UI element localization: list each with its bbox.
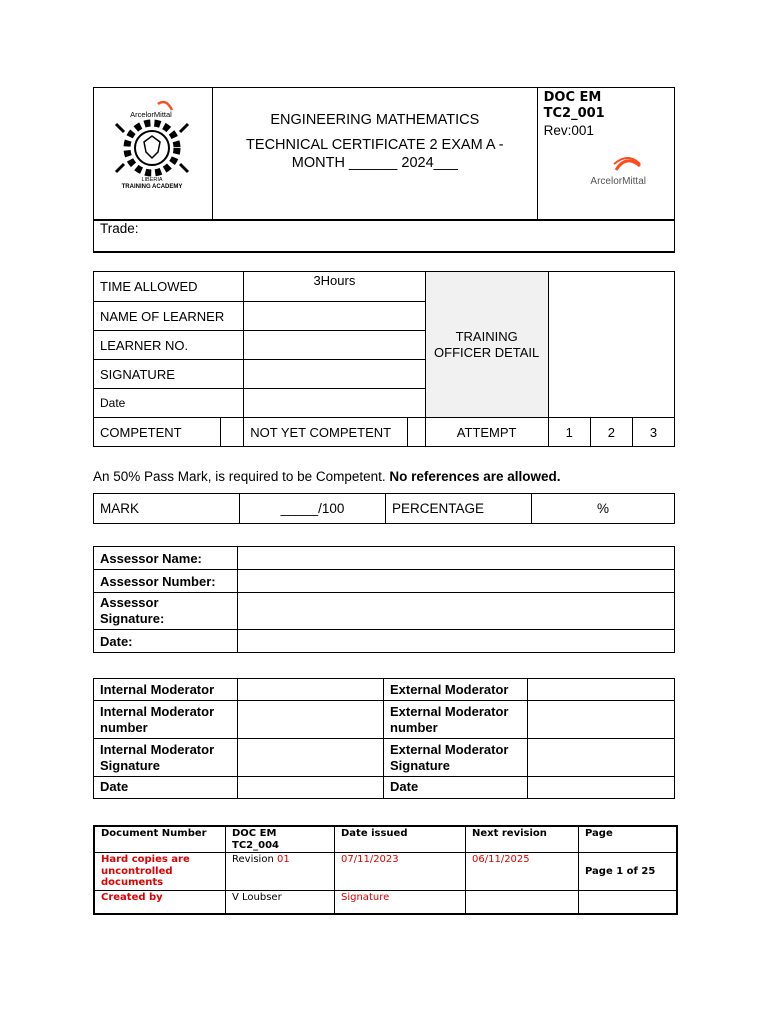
assessor-number-label: Assessor Number: [94,570,238,593]
mark-table [93,493,675,524]
assessor-signature-label-2: Signature: [100,611,165,626]
internal-number-line-2: number [100,719,148,735]
hard-copies-note: Hard copies are uncontrolled documents [94,853,226,891]
doc-signature-label: Signature [335,890,466,914]
no-references-note: No references are allowed. [389,469,561,484]
internal-moderator-label: Internal Moderator [94,679,238,701]
page-value: Page 1 of 25 [579,853,678,891]
assessor-signature-input[interactable] [238,593,675,630]
doc-revision: Rev:001 [543,122,594,138]
doc-signature-field[interactable] [466,890,579,914]
learner-name-label: NAME OF LEARNER [94,302,244,331]
assessor-signature-label-1: Assessor [100,595,159,611]
doc-number-value [226,826,335,853]
mark-value[interactable]: _____/100 [240,494,386,524]
arcelormittal-logo [544,144,654,194]
doc-code-line-1: DOC EM [543,90,602,105]
created-by-label: Created by [94,890,226,914]
assessor-date-label: Date: [94,630,238,653]
training-officer-label: TRAINING OFFICER DETAIL [425,272,548,418]
internal-number-line-1: Internal Moderator [100,703,215,719]
assessor-name-label: Assessor Name: [94,547,238,570]
percentage-label: PERCENTAGE [386,494,532,524]
document-control-table [93,825,678,915]
external-moderator-label: External Moderator [384,679,528,701]
pass-note-text: An 50% Pass Mark, is required to be Competent. [93,469,390,484]
assessor-table [93,546,675,653]
internal-moderator-date-input[interactable] [238,777,384,799]
not-yet-competent-label: NOT YET COMPETENT [244,418,408,447]
moderators-table [93,678,675,799]
date-issued-value: 07/11/2023 [335,853,466,891]
time-allowed-label: TIME ALLOWED [94,272,244,302]
internal-moderator-signature-input[interactable] [238,739,384,777]
doc-number-line-1: DOC EM [232,828,277,839]
attempt-2[interactable]: 2 [590,418,632,447]
internal-moderator-number-label [94,701,238,739]
learner-name-input[interactable] [244,302,425,331]
doc-id-cell [537,88,674,221]
trade-label: Trade: [100,221,139,236]
svg-text:TRAINING ACADEMY: TRAINING ACADEMY [121,184,183,190]
external-moderator-input[interactable] [528,679,675,701]
assessor-name-input[interactable] [238,547,675,570]
document-header [93,87,675,253]
doc-number-line-2: TC2_004 [232,839,279,851]
doc-number-label: Document Number [94,826,226,853]
svg-text:ArcelorMittal: ArcelorMittal [130,110,172,119]
external-moderator-date-label: Date [384,777,528,799]
external-number-line-1: External Moderator [390,703,509,719]
mark-label: MARK [94,494,240,524]
svg-text:LIBERIA: LIBERIA [141,177,163,183]
training-academy-logo [94,88,210,214]
internal-moderator-input[interactable] [238,679,384,701]
svg-text:ArcelorMittal: ArcelorMittal [590,175,646,187]
pass-mark-note [93,469,560,484]
attempt-3[interactable]: 3 [632,418,674,447]
internal-moderator-date-label: Date [94,777,238,799]
date-issued-label: Date issued [335,826,466,853]
not-yet-competent-checkbox[interactable] [407,418,425,447]
training-officer-detail-field[interactable] [548,272,674,418]
revision-value: 01 [276,854,290,865]
attempt-label: ATTEMPT [425,418,548,447]
exam-title [213,88,538,221]
percentage-value[interactable]: % [532,494,675,524]
competent-checkbox[interactable] [221,418,244,447]
attempt-1[interactable]: 1 [548,418,590,447]
external-moderator-signature-input[interactable] [528,739,675,777]
assessor-date-input[interactable] [238,630,675,653]
assessor-number-input[interactable] [238,570,675,593]
external-moderator-number-input[interactable] [528,701,675,739]
academy-logo-cell [94,88,213,221]
page-label: Page [579,826,678,853]
doc-code-line-2: TC2_001 [543,106,605,122]
internal-moderator-signature-label [94,739,238,777]
signature-label: SIGNATURE [94,360,244,389]
assessor-signature-label [94,593,238,630]
date-label: Date [94,389,244,418]
next-revision-value: 06/11/2025 [466,853,579,891]
internal-moderator-number-input[interactable] [238,701,384,739]
internal-signature-line-2: Signature [100,757,160,773]
competent-label: COMPETENT [94,418,221,447]
learner-no-input[interactable] [244,331,425,360]
revision-label: Revision [232,854,277,865]
next-revision-label: Next revision [466,826,579,853]
revision-cell [226,853,335,891]
external-number-line-2: number [390,719,438,735]
signature-input[interactable] [244,360,425,389]
external-moderator-signature-label [384,739,528,777]
title-line-1: ENGINEERING MATHEMATICS [270,112,480,128]
time-allowed-value: 3Hours [244,272,425,302]
external-signature-line-2: Signature [390,757,450,773]
external-moderator-date-input[interactable] [528,777,675,799]
external-signature-line-1: External Moderator [390,741,509,757]
learner-no-label: LEARNER NO. [94,331,244,360]
title-line-2: TECHNICAL CERTIFICATE 2 EXAM A - MONTH ______ 2024___ [246,137,504,171]
date-input[interactable] [244,389,425,418]
internal-signature-line-1: Internal Moderator [100,741,215,757]
doc-empty-cell [579,890,678,914]
trade-field[interactable] [94,220,675,252]
learner-details-table [93,271,675,447]
created-by-value: V Loubser [226,890,335,914]
external-moderator-number-label [384,701,528,739]
